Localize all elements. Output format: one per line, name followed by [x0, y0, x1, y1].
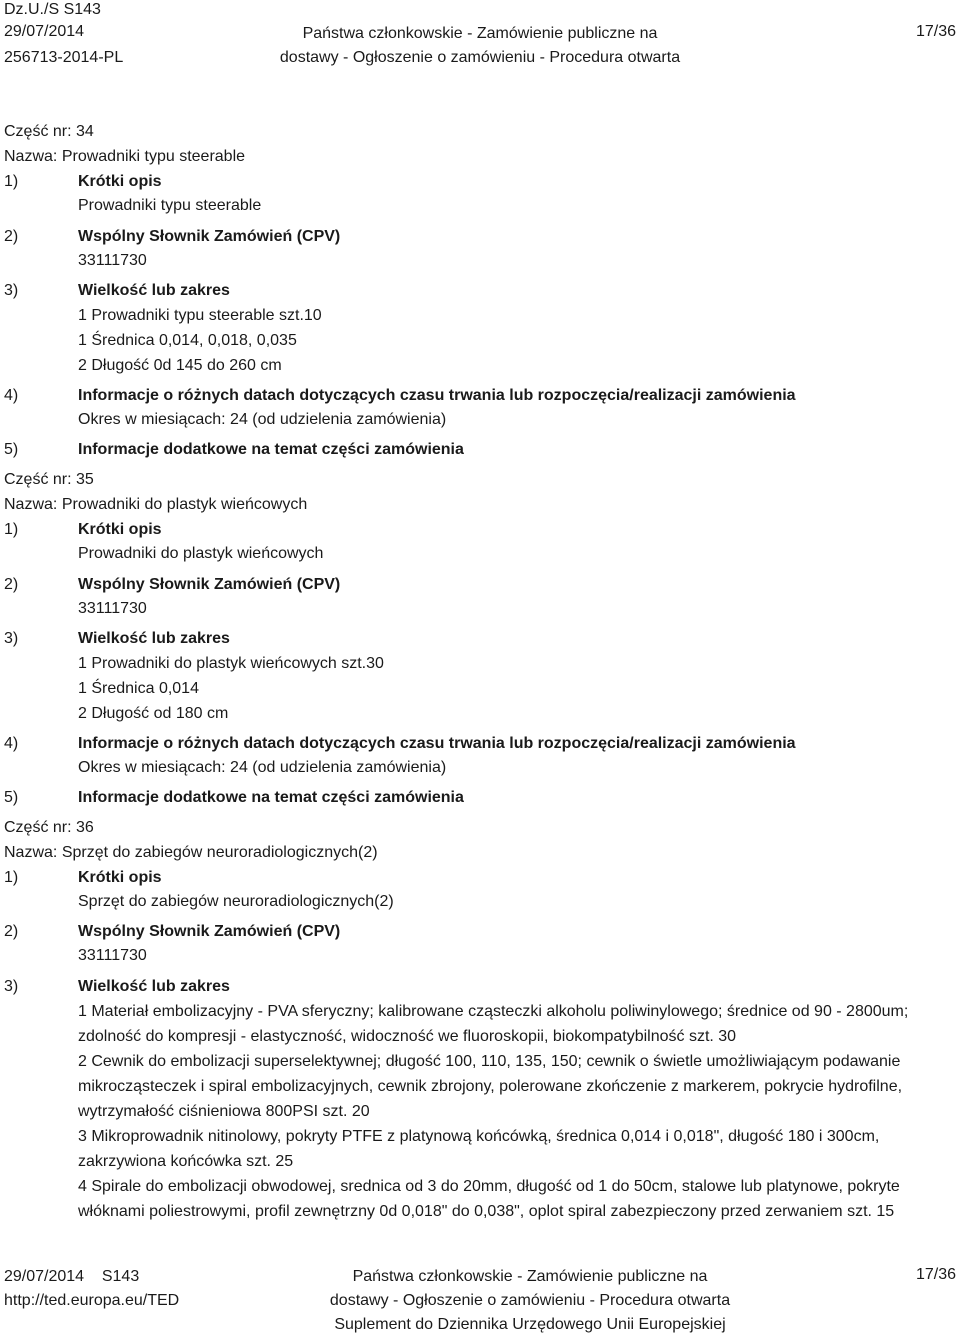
part-number: 35 — [76, 471, 94, 488]
section-title: Krótki opis — [78, 869, 162, 886]
scope-line: 2 Długość 0d 145 do 260 cm — [78, 357, 282, 374]
scope-line: 1 Prowadniki typu steerable szt.10 — [78, 307, 322, 324]
footer-issue: S143 — [101, 1268, 140, 1285]
scope-paragraph: 3 Mikroprowadnik nitinolowy, pokryty PTFE z platynową końcówką, średnica 0,014 i 0,018", długość 180 i 300cm, zakrzywiona końcówka szt. 25 — [78, 1128, 880, 1170]
part-label: Część nr: — [4, 471, 72, 488]
section-title: Wspólny Słownik Zamówień (CPV) — [78, 228, 341, 245]
cpv-code: 33111730 — [78, 947, 147, 964]
section-number: 1) — [4, 521, 19, 538]
part-number-34 — [4, 122, 94, 142]
section-number: 4) — [4, 387, 19, 404]
part-number-35 — [4, 470, 94, 490]
footer-supplement: Suplement do Dziennika Urzędowego Unii Europejskiej — [334, 1316, 726, 1333]
section-3-heading — [4, 977, 230, 997]
section-title: Krótki opis — [78, 173, 162, 190]
section-5-heading — [4, 788, 464, 808]
part-number: 36 — [76, 819, 94, 836]
name-label: Nazwa: — [4, 844, 58, 861]
section-title: Wielkość lub zakres — [78, 978, 230, 995]
section-number: 3) — [4, 630, 19, 647]
section-number: 1) — [4, 173, 19, 190]
scope-line: 1 Średnica 0,014 — [78, 680, 199, 697]
document-id: 256713-2014-PL — [4, 49, 124, 66]
section-1-heading — [4, 868, 162, 888]
section-number: 3) — [4, 978, 19, 995]
part-number: 34 — [76, 123, 94, 140]
section-title: Wspólny Słownik Zamówień (CPV) — [78, 923, 341, 940]
duration: Okres w miesiącach: 24 (od udzielenia zamówienia) — [78, 759, 447, 776]
part-name: Prowadniki typu steerable — [61, 148, 246, 165]
footer-center — [0, 1265, 960, 1337]
part-number-36 — [4, 818, 94, 838]
section-number: 4) — [4, 735, 19, 752]
section-number: 2) — [4, 576, 19, 593]
scope-paragraph: 4 Spirale do embolizacji obwodowej, srednica od 3 do 20mm, długość od 1 do 50cm, stalowe lub platynowe, pokryte włóknami poliestrowymi, profil zewnętrzny 0d 0,018" do 0,038", oplot spiral zabezpieczony przed zerwaniem szt. 15 — [78, 1178, 900, 1220]
section-2-heading — [4, 227, 340, 247]
section-title: Wielkość lub zakres — [78, 282, 230, 299]
section-title: Informacje dodatkowe na temat części zamówienia — [78, 441, 464, 458]
section-title: Krótki opis — [78, 521, 162, 538]
section-title: Wielkość lub zakres — [78, 630, 230, 647]
section-number: 3) — [4, 282, 19, 299]
cpv-code: 33111730 — [78, 252, 147, 269]
section-1-heading — [4, 172, 162, 192]
name-label: Nazwa: — [4, 496, 58, 513]
section-3-heading — [4, 281, 230, 301]
section-3-heading — [4, 629, 230, 649]
part-label: Część nr: — [4, 819, 72, 836]
header-page-number: 17/36 — [915, 23, 956, 40]
scope-line: 1 Średnica 0,014, 0,018, 0,035 — [78, 332, 297, 349]
scope-paragraph: 2 Cewnik do embolizacji superselektywnej; długość 100, 110, 135, 150; cewnik o świetle umożliwiającym podawanie mikrocząsteczek i spiral embolizacyjnych, cewnik zbrojony, polerowane zkończenie z markerem, pokrycie hydrofilne, wytrzymałość ciśnieniowa 800PSI szt. 20 — [78, 1053, 903, 1120]
part-name-34 — [4, 147, 245, 167]
footer-date: 29/07/2014 — [4, 1268, 85, 1285]
short-description: Prowadniki typu steerable — [78, 197, 262, 214]
section-number: 2) — [4, 923, 19, 940]
footer-url[interactable]: http://ted.europa.eu/TED — [4, 1292, 180, 1309]
section-number: 5) — [4, 789, 19, 806]
section-number: 2) — [4, 228, 19, 245]
section-4-heading — [4, 734, 796, 754]
part-name-35 — [4, 495, 307, 515]
section-number: 1) — [4, 869, 19, 886]
part-name: Prowadniki do plastyk wieńcowych — [61, 496, 308, 513]
name-label: Nazwa: — [4, 148, 58, 165]
part-name-36 — [4, 843, 378, 863]
footer-title-line1: Państwa członkowskie - Zamówienie publiczne na — [352, 1268, 708, 1285]
scope-paragraph: 1 Materiał embolizacyjny - PVA sferyczny; kalibrowane cząsteczki alkoholu poliwinylowego; średnice od 90 - 2800um; zdolność do kompresji - elastyczność, widoczność we fluoroskopii, biokompatybilność szt. 30 — [78, 1003, 909, 1045]
short-description: Prowadniki do plastyk wieńcowych — [78, 545, 324, 562]
journal-ref: Dz.U./S S143 — [4, 1, 101, 18]
scope-line: 1 Prowadniki do plastyk wieńcowych szt.30 — [78, 655, 384, 672]
footer-page-number: 17/36 — [915, 1266, 956, 1283]
section-title: Informacje o różnych datach dotyczących czasu trwania lub rozpoczęcia/realizacji zamówienia — [78, 387, 796, 404]
section-title: Informacje o różnych datach dotyczących czasu trwania lub rozpoczęcia/realizacji zamówienia — [78, 735, 796, 752]
section-4-heading — [4, 386, 796, 406]
part-name: Sprzęt do zabiegów neuroradiologicznych(2) — [61, 844, 378, 861]
cpv-code: 33111730 — [78, 600, 147, 617]
header-title-line1: Państwa członkowskie - Zamówienie publiczne na — [302, 25, 658, 42]
section-2-heading — [4, 575, 340, 595]
section-1-heading — [4, 520, 162, 540]
section-5-heading — [4, 440, 464, 460]
header-title-line2: dostawy - Ogłoszenie o zamówieniu - Procedura otwarta — [279, 49, 681, 66]
section-number: 5) — [4, 441, 19, 458]
short-description: Sprzęt do zabiegów neuroradiologicznych(2) — [78, 893, 394, 910]
section-title: Wspólny Słownik Zamówień (CPV) — [78, 576, 341, 593]
header-date: 29/07/2014 — [4, 23, 85, 40]
section-2-heading — [4, 922, 340, 942]
header-center — [0, 22, 960, 70]
part-label: Część nr: — [4, 123, 72, 140]
section-title: Informacje dodatkowe na temat części zamówienia — [78, 789, 464, 806]
duration: Okres w miesiącach: 24 (od udzielenia zamówienia) — [78, 411, 447, 428]
footer-title-line2: dostawy - Ogłoszenie o zamówieniu - Procedura otwarta — [329, 1292, 731, 1309]
scope-line: 2 Długość od 180 cm — [78, 705, 229, 722]
